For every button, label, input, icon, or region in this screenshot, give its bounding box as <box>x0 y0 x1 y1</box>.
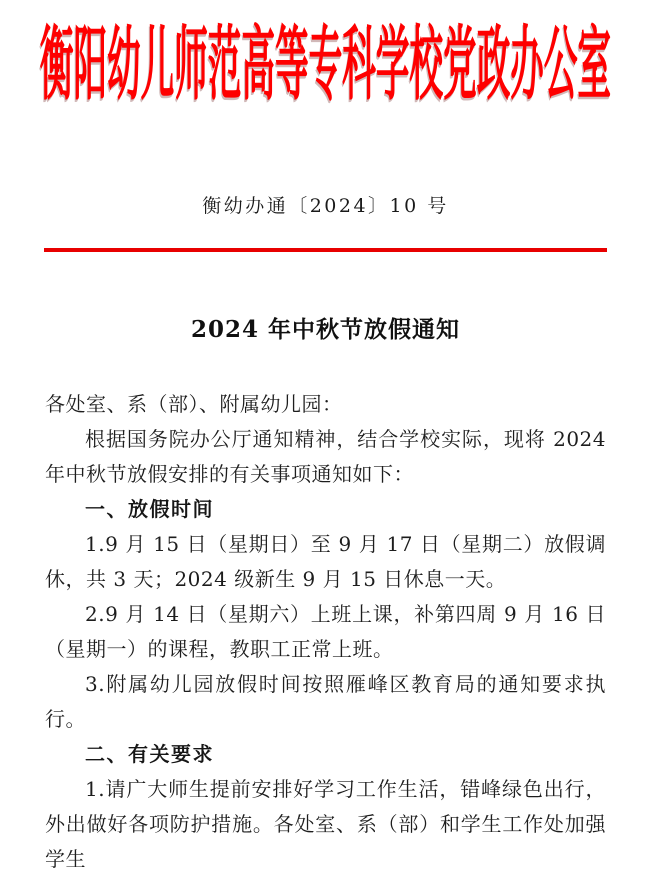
salutation-line: 各处室、系（部）、附属幼儿园： <box>45 392 343 416</box>
red-divider-line <box>44 248 607 252</box>
notice-title: 2024 年中秋节放假通知 <box>190 316 461 343</box>
holiday-item-3: 3.附属幼儿园放假时间按照雁峰区教育局的通知要求执行。 <box>45 672 606 731</box>
holiday-item-2: 2.9 月 14 日（星期六）上班上课，补第四周 9 月 16 日（星期一）的课程，教职工正常上班。 <box>45 602 606 661</box>
intro-paragraph: 根据国务院办公厅通知精神，结合学校实际，现将 2024 年中秋节放假安排的有关事项通知如下： <box>45 427 606 486</box>
holiday-item-1: 1.9 月 15 日（星期日）至 9 月 17 日（星期二）放假调休，共 3 天；2024 级新生 9 月 15 日休息一天。 <box>45 532 606 591</box>
organization-name: 衡阳幼儿师范高等专科学校党政办公室 <box>39 18 612 113</box>
red-letterhead <box>0 12 651 113</box>
document-reference-number: 衡幼办通〔2024〕10 号 <box>202 195 449 217</box>
notice-body <box>45 387 606 877</box>
requirements-item-1: 1.请广大师生提前安排好学习工作生活，错峰绿色出行，外出做好各项防护措施。各处室、系（部）和学生工作处加强学生 <box>45 777 606 871</box>
section-heading-requirements: 二、有关要求 <box>85 742 214 766</box>
section-heading-holiday-time: 一、放假时间 <box>85 497 214 521</box>
